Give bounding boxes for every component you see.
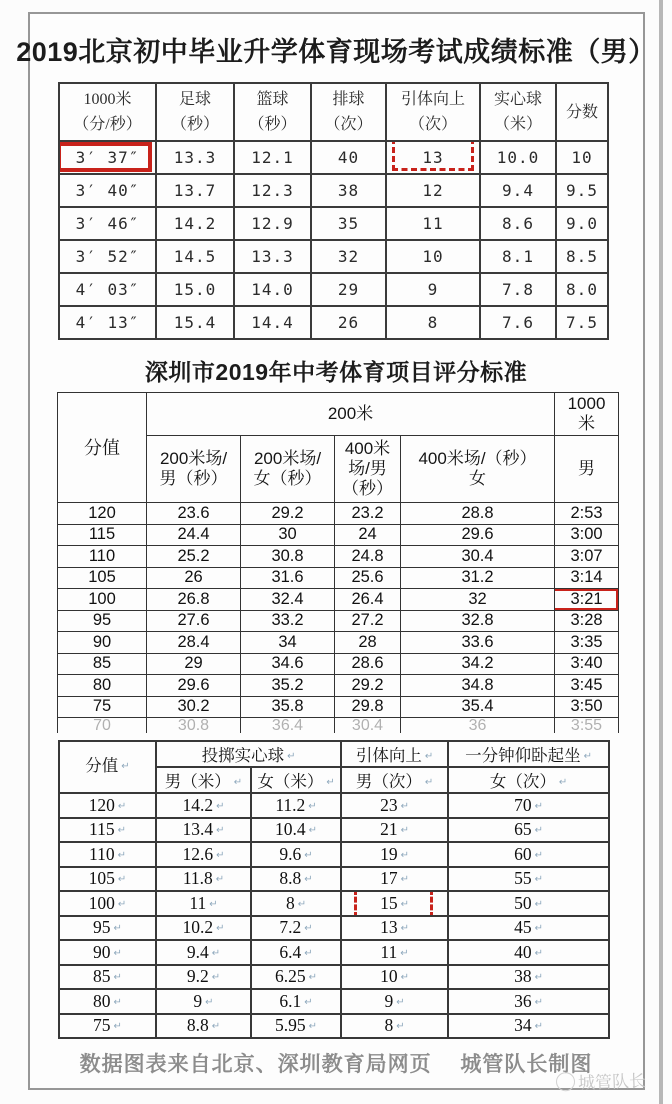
table-cell: 3:40	[555, 653, 619, 675]
table-cell: 30.4	[335, 718, 401, 734]
beijing-standards-table	[58, 82, 609, 340]
table-cell: 29.2	[241, 503, 335, 525]
table-cell: 34 ↵	[448, 1014, 609, 1039]
return-mark-icon: ↵	[534, 849, 543, 861]
table-row	[59, 240, 608, 273]
table-cell: 30.8	[147, 718, 241, 734]
beijing-table-title: 2019北京初中毕业升学体育现场考试成绩标准（男）	[16, 37, 656, 67]
table-row	[59, 793, 609, 818]
return-mark-icon: ↵	[534, 874, 543, 886]
table-cell: 13	[386, 141, 480, 174]
table-cell: 30	[241, 524, 335, 546]
table-cell: 35.8	[241, 696, 335, 718]
table-cell: 7.6	[480, 306, 556, 339]
column-header: 排球 （次）	[311, 83, 386, 141]
table-cell: 3:45	[555, 675, 619, 697]
table-cell: 27.2	[335, 610, 401, 632]
table-cell: 30.8	[241, 546, 335, 568]
table-cell: 12.3	[234, 174, 311, 207]
table-cell: 31.6	[241, 567, 335, 589]
table-cell: 70	[58, 718, 147, 734]
shenzhen-strength-table	[58, 740, 610, 1039]
table-cell: 3′ 46″	[59, 207, 156, 240]
table-cell: 10.2 ↵	[156, 916, 251, 941]
return-mark-icon: ↵	[534, 947, 543, 959]
watermark	[556, 1066, 647, 1094]
table-cell: 2:53	[555, 503, 619, 525]
return-mark-icon: ↵	[117, 874, 127, 886]
return-mark-icon: ↵	[583, 751, 592, 762]
table-cell: 110 ↵	[59, 842, 156, 867]
return-mark-icon: ↵	[215, 874, 225, 886]
table-cell: 5.95 ↵	[251, 1014, 341, 1039]
table-cell: 3:00	[555, 524, 619, 546]
table-row	[58, 546, 619, 568]
column-group-header: 投掷实心球 ↵	[156, 741, 341, 767]
table-cell: 3:50	[555, 696, 619, 718]
return-mark-icon: ↵	[308, 1021, 318, 1033]
return-mark-icon: ↵	[400, 898, 409, 910]
table-cell: 11.8 ↵	[156, 867, 251, 892]
table-cell: 14.2	[156, 207, 234, 240]
table-cell: 12.9	[234, 207, 311, 240]
table-row	[59, 867, 609, 892]
table-cell: 3′ 40″	[59, 174, 156, 207]
table-cell: 19 ↵	[341, 842, 448, 867]
table-cell: 32	[311, 240, 386, 273]
table-cell: 9.6 ↵	[251, 842, 341, 867]
table-cell: 3′ 37″	[59, 141, 156, 174]
return-mark-icon: ↵	[534, 972, 543, 984]
return-mark-icon: ↵	[113, 947, 122, 959]
table-cell: 10.0	[480, 141, 556, 174]
return-mark-icon: ↵	[117, 825, 126, 837]
return-mark-icon: ↵	[400, 972, 409, 984]
table-cell: 31.2	[401, 567, 555, 589]
return-mark-icon: ↵	[233, 777, 243, 788]
table-row	[59, 174, 608, 207]
table-cell: 36 ↵	[448, 989, 609, 1014]
table-cell: 26	[311, 306, 386, 339]
table-row	[59, 273, 608, 306]
column-group-header: 引体向上 ↵	[341, 741, 448, 767]
table-cell: 24	[335, 524, 401, 546]
table-cell: 10 ↵	[341, 965, 448, 990]
table-row	[59, 940, 609, 965]
table-cell: 8 ↵	[341, 1014, 448, 1039]
table-row	[58, 589, 619, 611]
return-mark-icon: ↵	[117, 849, 126, 861]
table-cell: 12.6 ↵	[156, 842, 251, 867]
table-cell: 11 ↵	[341, 940, 448, 965]
table-cell: 3′ 52″	[59, 240, 156, 273]
table-cell: 28.4	[147, 632, 241, 654]
table-cell: 8.6	[480, 207, 556, 240]
column-header: 男	[555, 436, 619, 503]
return-mark-icon: ↵	[308, 825, 318, 837]
table-cell: 13.4 ↵	[156, 818, 251, 843]
table-row	[58, 610, 619, 632]
table-cell: 11.2 ↵	[251, 793, 341, 818]
table-cell: 23.2	[335, 503, 401, 525]
table-cell: 25.2	[147, 546, 241, 568]
column-group-header: 200米	[147, 393, 555, 436]
return-mark-icon: ↵	[400, 825, 409, 837]
table-cell: 3:07	[555, 546, 619, 568]
table-cell: 45 ↵	[448, 916, 609, 941]
table-cell: 3:28	[555, 610, 619, 632]
table-row	[59, 916, 609, 941]
table-cell: 85 ↵	[59, 965, 156, 990]
return-mark-icon: ↵	[308, 800, 317, 812]
table-cell: 36.4	[241, 718, 335, 734]
table-cell: 110	[58, 546, 147, 568]
table-cell: 40 ↵	[448, 940, 609, 965]
table-cell: 12.1	[234, 141, 311, 174]
table-cell: 29.8	[335, 696, 401, 718]
column-header: 足球 （秒）	[156, 83, 234, 141]
return-mark-icon: ↵	[534, 923, 543, 935]
table-row	[58, 632, 619, 654]
table-cell: 10.4 ↵	[251, 818, 341, 843]
table-cell: 29.6	[401, 524, 555, 546]
shenzhen-running-table	[57, 392, 619, 733]
return-mark-icon: ↵	[304, 923, 313, 935]
table-cell: 3:35	[555, 632, 619, 654]
return-mark-icon: ↵	[216, 800, 225, 812]
return-mark-icon: ↵	[396, 996, 405, 1008]
table-cell: 3:55	[555, 718, 619, 734]
table-cell: 29.2	[335, 675, 401, 697]
table-cell: 7.2 ↵	[251, 916, 341, 941]
column-header: 实心球 （米）	[480, 83, 556, 141]
table-cell: 90	[58, 632, 147, 654]
table-header-row	[59, 83, 608, 141]
table-cell: 100 ↵	[59, 891, 156, 916]
table-row	[59, 989, 609, 1014]
table-cell: 120	[58, 503, 147, 525]
table-cell: 120 ↵	[59, 793, 156, 818]
return-mark-icon: ↵	[297, 898, 307, 910]
table-cell: 9 ↵	[156, 989, 251, 1014]
table-cell: 14.5	[156, 240, 234, 273]
table-cell: 9.5	[556, 174, 608, 207]
return-mark-icon: ↵	[400, 874, 409, 886]
table-cell: 14.0	[234, 273, 311, 306]
scan-edge-line	[659, 0, 663, 1104]
table-cell: 9.0	[556, 207, 608, 240]
credit-line: 数据图表来自北京、深圳教育局网页 城管队长制图	[79, 1053, 593, 1076]
column-header: 分值	[58, 393, 147, 503]
table-cell: 40	[311, 141, 386, 174]
table-cell: 9.4 ↵	[156, 940, 251, 965]
table-cell: 65 ↵	[448, 818, 609, 843]
table-cell: 29	[147, 653, 241, 675]
table-cell: 24.4	[147, 524, 241, 546]
table-row	[59, 306, 608, 339]
table-cell: 32	[401, 589, 555, 611]
return-mark-icon: ↵	[113, 972, 122, 984]
table-cell: 12	[386, 174, 480, 207]
table-cell: 10	[386, 240, 480, 273]
table-cell: 30.4	[401, 546, 555, 568]
table-cell: 80 ↵	[59, 989, 156, 1014]
return-mark-icon: ↵	[534, 800, 543, 812]
table-cell: 15.0	[156, 273, 234, 306]
table-row	[58, 503, 619, 525]
table-cell: 28.8	[401, 503, 555, 525]
table-cell: 50 ↵	[448, 891, 609, 916]
table-cell: 23 ↵	[341, 793, 448, 818]
table-cell: 29.6	[147, 675, 241, 697]
table-cell: 75 ↵	[59, 1014, 156, 1039]
table-row	[59, 141, 608, 174]
column-header: 200米场/ 男（秒）	[147, 436, 241, 503]
table-cell: 90 ↵	[59, 940, 156, 965]
table-cell: 24.8	[335, 546, 401, 568]
table-cell: 23.6	[147, 503, 241, 525]
watermark-logo-icon	[556, 1072, 576, 1092]
table-cell: 11 ↵	[156, 891, 251, 916]
table-cell: 8.8 ↵	[251, 867, 341, 892]
table-row	[59, 1014, 609, 1039]
table-cell: 8.8 ↵	[156, 1014, 251, 1039]
table-cell: 4′ 03″	[59, 273, 156, 306]
table-row	[59, 842, 609, 867]
column-group-header: 1000 米	[555, 393, 619, 436]
table-cell: 34.6	[241, 653, 335, 675]
table-cell: 30.2	[147, 696, 241, 718]
table-cell: 35.2	[241, 675, 335, 697]
table-cell: 13.3	[234, 240, 311, 273]
table-cell: 15.4	[156, 306, 234, 339]
table-cell: 105 ↵	[59, 867, 156, 892]
table-cell: 34.8	[401, 675, 555, 697]
return-mark-icon: ↵	[113, 996, 122, 1008]
table-cell: 32.4	[241, 589, 335, 611]
return-mark-icon: ↵	[117, 800, 127, 812]
return-mark-icon: ↵	[400, 923, 409, 935]
table-cell: 100	[58, 589, 147, 611]
table-cell: 95 ↵	[59, 916, 156, 941]
column-header: 400米场/（秒） 女	[401, 436, 555, 503]
table-cell: 27.6	[147, 610, 241, 632]
table-row	[58, 567, 619, 589]
table-row	[58, 524, 619, 546]
table-cell: 28.6	[335, 653, 401, 675]
column-header: 男（次） ↵	[341, 767, 448, 793]
shenzhen-table-title: 深圳市2019年中考体育项目评分标准	[144, 359, 528, 385]
column-header: 1000米 （分/秒）	[59, 83, 156, 141]
table-cell: 115 ↵	[59, 818, 156, 843]
table-cell: 11	[386, 207, 480, 240]
table-cell: 8.1	[480, 240, 556, 273]
table-cell: 9 ↵	[341, 989, 448, 1014]
column-header: 分数	[556, 83, 608, 141]
table-cell: 33.2	[241, 610, 335, 632]
return-mark-icon: ↵	[113, 923, 122, 935]
return-mark-icon: ↵	[400, 800, 409, 812]
column-header: 女（次） ↵	[448, 767, 609, 793]
table-cell: 8.0	[556, 273, 608, 306]
table-cell: 34.2	[401, 653, 555, 675]
table-cell: 32.8	[401, 610, 555, 632]
return-mark-icon: ↵	[205, 996, 214, 1008]
table-cell: 26.8	[147, 589, 241, 611]
return-mark-icon: ↵	[396, 1021, 405, 1033]
return-mark-icon: ↵	[558, 777, 568, 788]
table-cell: 28	[335, 632, 401, 654]
clipped-partial-row	[58, 718, 619, 734]
table-cell: 13 ↵	[341, 916, 448, 941]
column-header: 分值 ↵	[59, 741, 156, 793]
table-cell: 8.5	[556, 240, 608, 273]
return-mark-icon: ↵	[424, 777, 434, 788]
return-mark-icon: ↵	[216, 825, 225, 837]
table-cell: 105	[58, 567, 147, 589]
return-mark-icon: ↵	[304, 996, 313, 1008]
table-cell: 21 ↵	[341, 818, 448, 843]
column-header: 200米场/ 女（秒）	[241, 436, 335, 503]
column-header: 篮球 （秒）	[234, 83, 311, 141]
table-row	[59, 891, 609, 916]
table-cell: 13.7	[156, 174, 234, 207]
table-cell: 75	[58, 696, 147, 718]
column-group-header: 一分钟仰卧起坐 ↵	[448, 741, 609, 767]
table-row	[59, 207, 608, 240]
table-cell: 95	[58, 610, 147, 632]
return-mark-icon: ↵	[216, 923, 225, 935]
watermark-text: 城管队长	[577, 1071, 647, 1093]
return-mark-icon: ↵	[121, 760, 130, 772]
table-cell: 3:14	[555, 567, 619, 589]
return-mark-icon: ↵	[304, 947, 313, 959]
table-cell: 34	[241, 632, 335, 654]
return-mark-icon: ↵	[326, 777, 335, 788]
table-cell: 55 ↵	[448, 867, 609, 892]
table-cell: 7.5	[556, 306, 608, 339]
table-cell: 60 ↵	[448, 842, 609, 867]
table-cell: 25.6	[335, 567, 401, 589]
table-cell: 14.4	[234, 306, 311, 339]
return-mark-icon: ↵	[400, 947, 409, 959]
table-cell: 115	[58, 524, 147, 546]
table-header-row	[58, 393, 619, 436]
table-header-row	[59, 741, 609, 767]
table-cell: 36	[401, 718, 555, 734]
table-row	[59, 965, 609, 990]
column-header: 女（米） ↵	[251, 767, 341, 793]
return-mark-icon: ↵	[534, 825, 543, 837]
table-cell: 38 ↵	[448, 965, 609, 990]
table-cell: 80	[58, 675, 147, 697]
table-cell: 38	[311, 174, 386, 207]
table-cell: 6.1 ↵	[251, 989, 341, 1014]
return-mark-icon: ↵	[211, 1021, 221, 1033]
return-mark-icon: ↵	[534, 1021, 543, 1033]
column-header: 男（米） ↵	[156, 767, 251, 793]
return-mark-icon: ↵	[117, 898, 127, 910]
table-cell: 14.2 ↵	[156, 793, 251, 818]
table-cell: 35	[311, 207, 386, 240]
return-mark-icon: ↵	[211, 947, 221, 959]
return-mark-icon: ↵	[400, 849, 409, 861]
table-cell: 6.25 ↵	[251, 965, 341, 990]
table-cell: 9.4	[480, 174, 556, 207]
return-mark-icon: ↵	[534, 996, 543, 1008]
column-header: 400米 场/男 （秒）	[335, 436, 401, 503]
table-cell: 8 ↵	[251, 891, 341, 916]
table-row	[58, 696, 619, 718]
table-cell: 29	[311, 273, 386, 306]
table-cell: 26.4	[335, 589, 401, 611]
return-mark-icon: ↵	[424, 751, 434, 762]
table-cell: 9	[386, 273, 480, 306]
table-cell: 15 ↵	[341, 891, 448, 916]
return-mark-icon: ↵	[308, 972, 318, 984]
table-cell: 70 ↵	[448, 793, 609, 818]
return-mark-icon: ↵	[209, 898, 218, 910]
table-cell: 7.8	[480, 273, 556, 306]
table-row	[58, 675, 619, 697]
return-mark-icon: ↵	[534, 898, 543, 910]
return-mark-icon: ↵	[287, 751, 296, 762]
table-cell: 26	[147, 567, 241, 589]
column-header: 引体向上 （次）	[386, 83, 480, 141]
return-mark-icon: ↵	[304, 874, 313, 886]
table-row	[58, 653, 619, 675]
table-cell: 33.6	[401, 632, 555, 654]
return-mark-icon: ↵	[113, 1021, 122, 1033]
table-cell: 4′ 13″	[59, 306, 156, 339]
table-cell: 9.2 ↵	[156, 965, 251, 990]
return-mark-icon: ↵	[216, 849, 225, 861]
return-mark-icon: ↵	[211, 972, 221, 984]
table-cell: 85	[58, 653, 147, 675]
table-cell: 8	[386, 306, 480, 339]
table-cell: 35.4	[401, 696, 555, 718]
table-row	[59, 818, 609, 843]
table-cell: 6.4 ↵	[251, 940, 341, 965]
table-cell: 10	[556, 141, 608, 174]
return-mark-icon: ↵	[304, 849, 313, 861]
table-cell: 13.3	[156, 141, 234, 174]
table-cell: 17 ↵	[341, 867, 448, 892]
table-cell: 3:21	[555, 589, 619, 611]
